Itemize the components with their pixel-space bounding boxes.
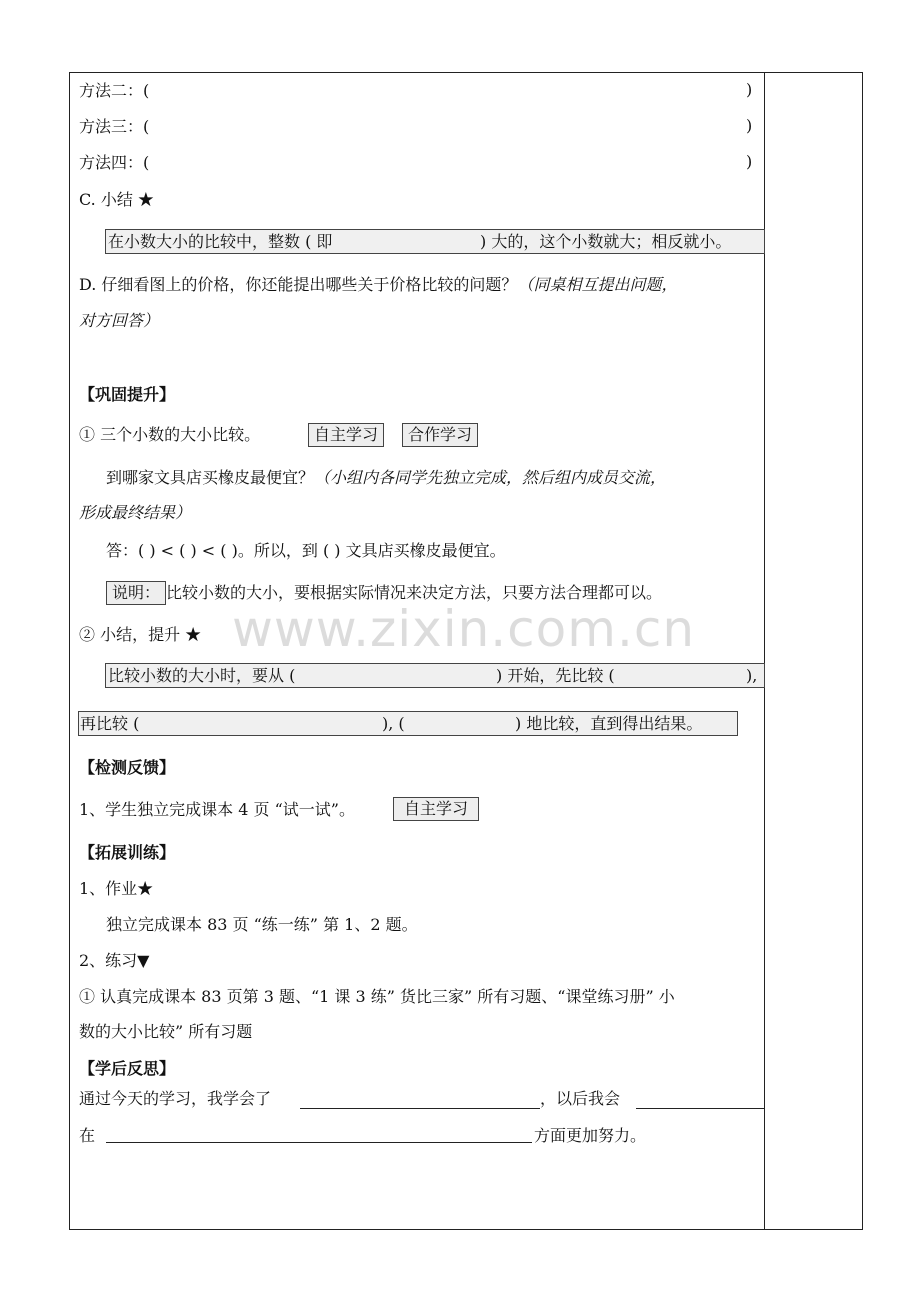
extend-item-2-detail-2: 数的大小比较” 所有习题 [79,1022,253,1041]
feedback-item: 1、学生独立完成课本 4 页 “试一试”。 [79,800,355,819]
question-text: 到哪家文具店买橡皮最便宜？ [106,468,315,487]
reflect-blank-2[interactable] [636,1090,764,1109]
self-study-tag: 自主学习 [308,423,384,447]
compare-box [78,711,738,736]
extend-item-2: 2、练习▼ [79,951,150,970]
question-note-2: 形成最终结果） [79,503,192,522]
method-two: 方法二：( [79,81,150,100]
method-box-b: ) 开始，先比较 ( [496,666,615,685]
consolidate-item-2: ② 小结，提升 ★ [79,625,202,644]
heading-consolidate: 【巩固提升】 [79,385,176,404]
summary-box [105,229,765,254]
reflect-line-1-a: 通过今天的学习，我学会了 [79,1089,272,1108]
method-four: 方法四：( [79,153,150,172]
section-d-note-1: （同桌相互提出问题， [517,275,678,294]
question-note-1: （小组内各同学先独立完成，然后组内成员交流， [314,468,667,487]
compare-box-c: ) 地比较，直到得出结果。 [515,714,703,733]
compare-box-a: 再比较 ( [80,714,140,733]
extend-item-1: 1、作业★ [79,879,154,898]
reflect-blank-1[interactable] [300,1090,540,1109]
consolidate-item-1: ① 三个小数的大小比较。 [79,425,261,444]
note-text: 比较小数的大小，要根据实际情况来决定方法，只要方法合理都可以。 [166,583,663,602]
reflect-line-2-a: 在 [79,1126,96,1145]
method-two-close: ) [746,80,753,99]
method-four-close: ) [746,152,753,171]
method-box [105,663,765,688]
heading-feedback: 【检测反馈】 [79,758,176,777]
extend-item-1-detail: 独立完成课本 83 页 “练一练” 第 1、2 题。 [106,915,418,934]
heading-reflect: 【学后反思】 [79,1059,176,1078]
reflect-blank-3[interactable] [106,1124,532,1143]
method-box-c: ), [746,666,758,685]
method-three: 方法三：( [79,117,150,136]
summary-box-text-1: 在小数大小的比较中，整数 ( 即 [108,232,333,251]
extend-item-2-detail-1: ① 认真完成课本 83 页第 3 题、“1 课 3 练” 货比三家” 所有习题、“课堂练习册” 小 [79,987,675,1006]
note-tag: 说明： [106,581,166,605]
heading-extend: 【拓展训练】 [79,843,176,862]
watermark: www.zixin.com.cn [232,600,696,658]
section-d-question: D. 仔细看图上的价格，你还能提出哪些关于价格比较的问题？ [79,275,518,294]
compare-box-b: ), ( [382,714,405,733]
answer-line: 答：( ) < ( ) < ( )。所以，到 ( ) 文具店买橡皮最便宜。 [106,541,506,560]
section-d-note-2: 对方回答） [79,311,160,330]
reflect-line-1-b: ，以后我会 [540,1089,621,1108]
method-three-close: ) [746,116,753,135]
section-d-text [79,274,677,296]
consolidate-question [106,467,666,489]
method-box-a: 比较小数的大小时，要从 ( [108,666,296,685]
feedback-tag: 自主学习 [393,797,479,821]
reflect-line-2-b: 方面更加努力。 [534,1126,647,1145]
summary-box-text-2: ) 大的，这个小数就大；相反就小。 [480,232,732,251]
cooperative-study-tag: 合作学习 [402,423,478,447]
section-c-label: C. 小结 ★ [79,190,154,209]
